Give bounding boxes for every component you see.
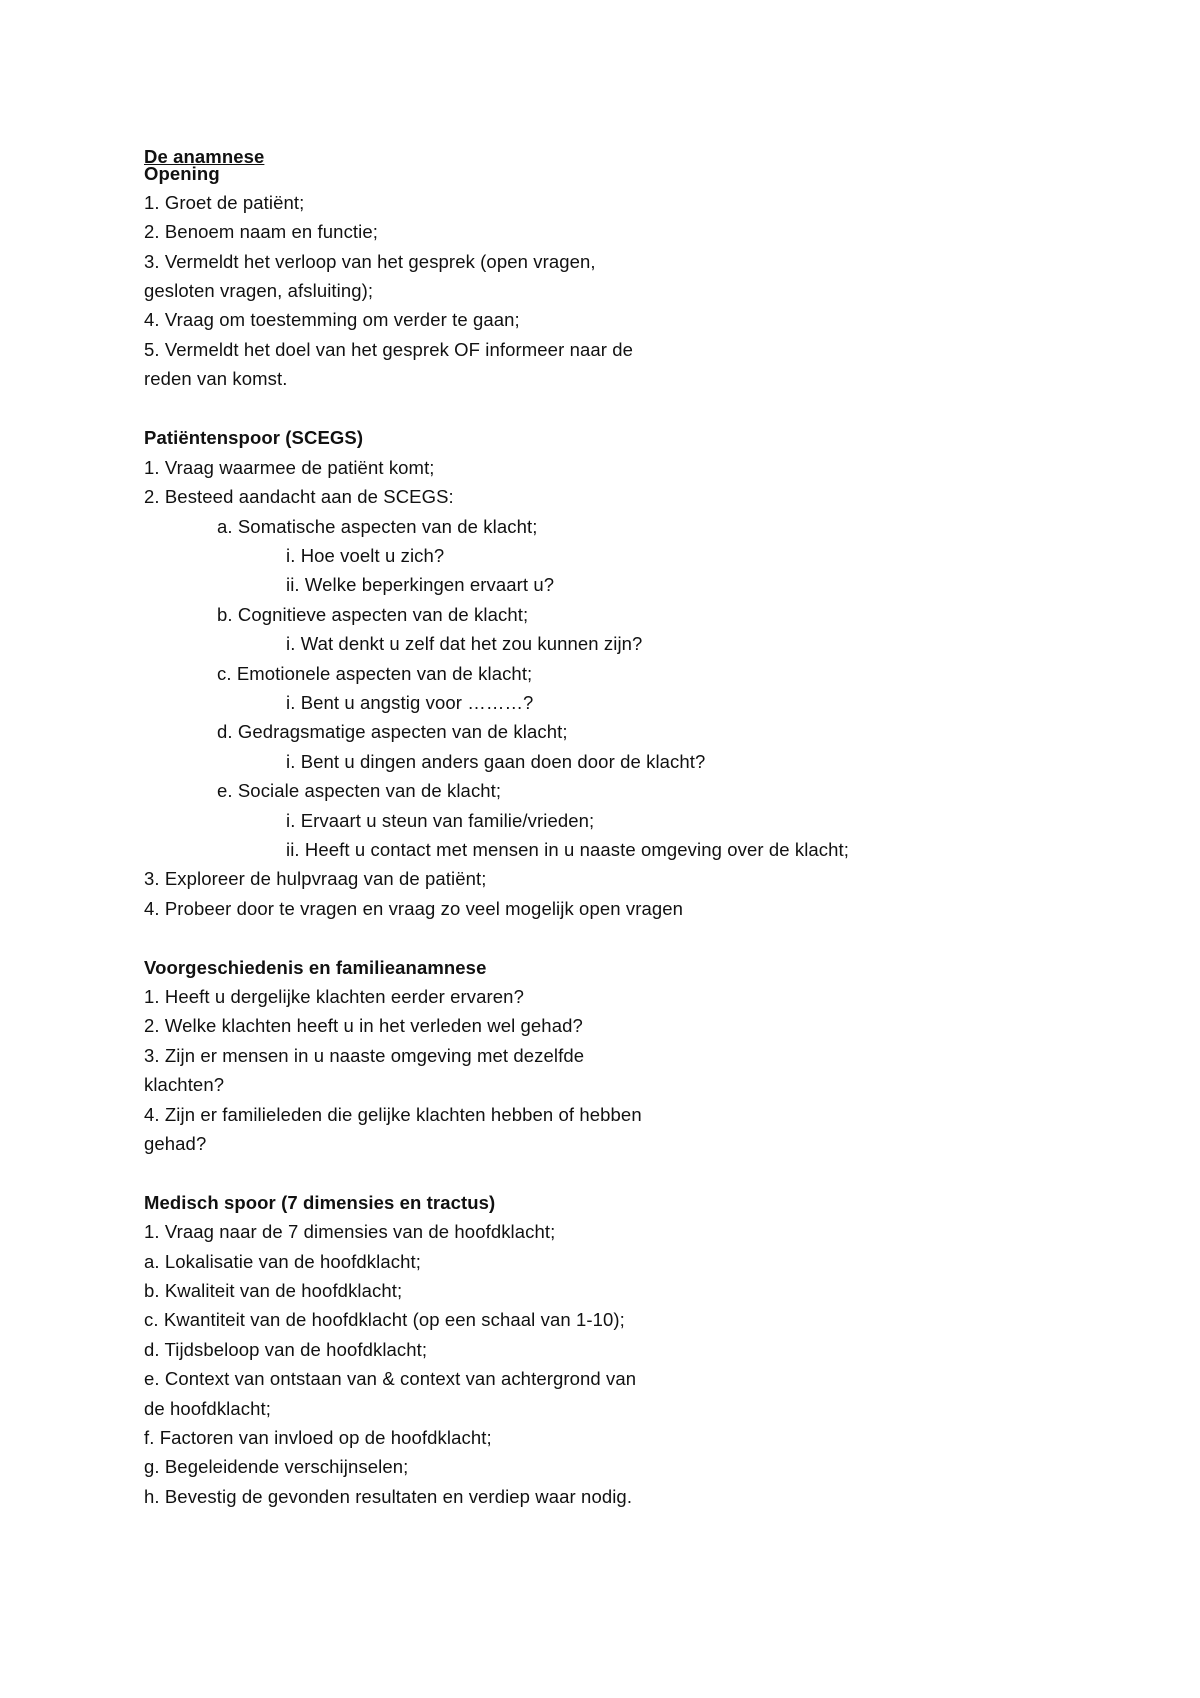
text-line: gehad?: [144, 1133, 207, 1154]
text-line: e. Sociale aspecten van de klacht;: [217, 780, 502, 801]
section-heading: Opening: [144, 163, 220, 184]
text-line: i. Wat denkt u zelf dat het zou kunnen zijn?: [286, 633, 643, 654]
section-heading: Patiëntenspoor (SCEGS): [144, 427, 364, 448]
text-line: a. Lokalisatie van de hoofdklacht;: [144, 1251, 421, 1272]
text-line: 3. Zijn er mensen in u naaste omgeving met dezelfde: [144, 1045, 585, 1066]
text-line: 2. Welke klachten heeft u in het verleden wel gehad?: [144, 1015, 583, 1036]
text-line: c. Kwantiteit van de hoofdklacht (op een schaal van 1-10);: [144, 1309, 625, 1330]
text-line: 2. Besteed aandacht aan de SCEGS:: [144, 486, 454, 507]
section-heading: Voorgeschiedenis en familieanamnese: [144, 957, 487, 978]
text-line: i. Hoe voelt u zich?: [286, 545, 445, 566]
text-line: 1. Groet de patiënt;: [144, 192, 305, 213]
text-line: b. Kwaliteit van de hoofdklacht;: [144, 1280, 403, 1301]
text-line: 2. Benoem naam en functie;: [144, 221, 378, 242]
text-line: d. Gedragsmatige aspecten van de klacht;: [217, 721, 568, 742]
text-line: b. Cognitieve aspecten van de klacht;: [217, 604, 529, 625]
text-line: 3. Vermeldt het verloop van het gesprek (open vragen,: [144, 251, 596, 272]
text-line: 4. Probeer door te vragen en vraag zo veel mogelijk open vragen: [144, 898, 684, 919]
text-line: 5. Vermeldt het doel van het gesprek OF informeer naar de: [144, 339, 634, 360]
text-line: a. Somatische aspecten van de klacht;: [217, 516, 538, 537]
text-line: 1. Vraag naar de 7 dimensies van de hoofdklacht;: [144, 1221, 556, 1242]
text-line: de hoofdklacht;: [144, 1398, 271, 1419]
text-line: f. Factoren van invloed op de hoofdklacht;: [144, 1427, 492, 1448]
text-line: 1. Vraag waarmee de patiënt komt;: [144, 457, 435, 478]
text-line: 1. Heeft u dergelijke klachten eerder ervaren?: [144, 986, 524, 1007]
text-line: i. Bent u angstig voor ………?: [286, 692, 534, 713]
text-line: i. Bent u dingen anders gaan doen door de klacht?: [286, 751, 706, 772]
text-line: ii. Heeft u contact met mensen in u naaste omgeving over de klacht;: [286, 839, 850, 860]
text-line: gesloten vragen, afsluiting);: [144, 280, 374, 301]
text-line: 3. Exploreer de hulpvraag van de patiënt;: [144, 868, 487, 889]
text-line: e. Context van ontstaan van & context van achtergrond van: [144, 1368, 637, 1389]
text-line: g. Begeleidende verschijnselen;: [144, 1456, 409, 1477]
text-line: 4. Zijn er familieleden die gelijke klachten hebben of hebben: [144, 1104, 642, 1125]
text-line: c. Emotionele aspecten van de klacht;: [217, 663, 533, 684]
document-title: De anamnese: [144, 146, 265, 167]
text-line: klachten?: [144, 1074, 225, 1095]
text-line: ii. Welke beperkingen ervaart u?: [286, 574, 555, 595]
section-heading: Medisch spoor (7 dimensies en tractus): [144, 1192, 496, 1213]
text-line: reden van komst.: [144, 368, 288, 389]
text-line: d. Tijdsbeloop van de hoofdklacht;: [144, 1339, 428, 1360]
text-line: 4. Vraag om toestemming om verder te gaan;: [144, 309, 520, 330]
text-line: h. Bevestig de gevonden resultaten en verdiep waar nodig.: [144, 1486, 633, 1507]
text-line: i. Ervaart u steun van familie/vrieden;: [286, 810, 595, 831]
